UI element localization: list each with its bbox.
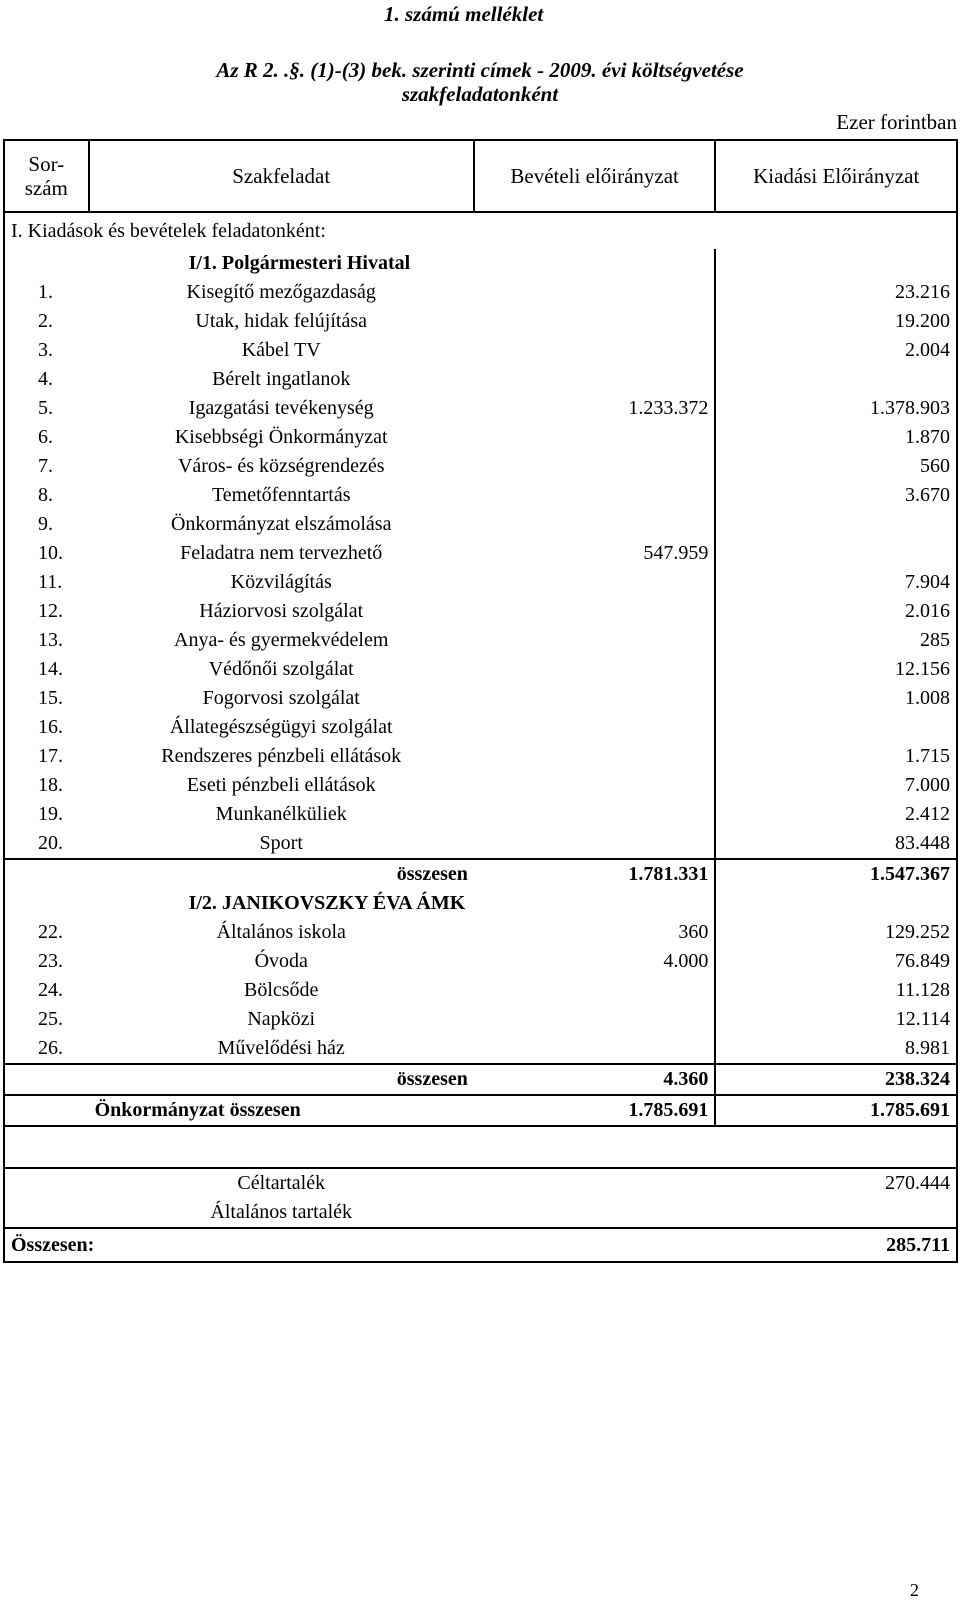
task-name: Védőnői szolgálat xyxy=(208,658,354,680)
row-number: 16. xyxy=(4,713,89,742)
subtotal-expense: 1.547.367 xyxy=(715,859,957,889)
annex-title: 1. számú melléklet xyxy=(384,2,544,26)
row-number: 11. xyxy=(4,568,89,597)
row-number: 8. xyxy=(4,481,89,510)
task-name: Művelődési ház xyxy=(217,1037,345,1059)
subtotal-label: összesen xyxy=(89,1064,474,1095)
row-number: 26. xyxy=(4,1034,89,1064)
expense-value: 1.378.903 xyxy=(715,394,957,423)
revenue-value xyxy=(474,452,716,481)
table-row xyxy=(4,976,957,1005)
row-number: 5. xyxy=(4,394,89,423)
task-name: Sport xyxy=(259,832,303,854)
grand-total-expense: 285.711 xyxy=(715,1228,957,1262)
expense-value xyxy=(715,713,957,742)
subtotal-row xyxy=(4,859,957,889)
row-number: 2. xyxy=(4,307,89,336)
reserve-spacer xyxy=(4,1198,89,1228)
revenue-value: 547.959 xyxy=(643,542,709,564)
revenue-value xyxy=(474,365,716,394)
table-row xyxy=(4,829,957,859)
group-title: I/1. Polgármesteri Hivatal xyxy=(188,252,411,274)
task-name: Rendszeres pénzbeli ellátások xyxy=(161,745,402,767)
expense-value: 1.870 xyxy=(715,423,957,452)
task-name: Közvilágítás xyxy=(230,571,332,593)
revenue-value xyxy=(474,568,716,597)
revenue-value xyxy=(474,742,716,771)
task-name: Általános iskola xyxy=(216,921,346,943)
budget-table xyxy=(3,139,958,1263)
expense-value: 2.412 xyxy=(715,800,957,829)
expense-value xyxy=(715,365,957,394)
reserve-label: Általános tartalék xyxy=(210,1201,353,1223)
expense-value: 76.849 xyxy=(715,947,957,976)
table-row xyxy=(4,684,957,713)
expense-value: 129.252 xyxy=(715,918,957,947)
group-spacer-exp xyxy=(715,249,957,278)
table-row xyxy=(4,336,957,365)
group-spacer xyxy=(4,889,89,918)
row-number: 7. xyxy=(4,452,89,481)
expense-value: 23.216 xyxy=(715,278,957,307)
grand-total-row xyxy=(4,1228,957,1262)
reserve-row xyxy=(4,1198,957,1228)
row-number: 20. xyxy=(4,829,89,859)
expense-value: 12.114 xyxy=(715,1005,957,1034)
expense-value: 560 xyxy=(715,452,957,481)
revenue-value: 4.000 xyxy=(663,950,709,972)
reserve-expense: 270.444 xyxy=(715,1168,957,1198)
row-number: 14. xyxy=(4,655,89,684)
header-kiadasi: Kiadási Előirányzat xyxy=(715,140,957,212)
revenue-value xyxy=(474,655,716,684)
row-number: 12. xyxy=(4,597,89,626)
expense-value: 1.008 xyxy=(715,684,957,713)
gap-row xyxy=(4,1126,957,1168)
expense-value: 12.156 xyxy=(715,655,957,684)
table-row xyxy=(4,510,957,539)
row-number: 1. xyxy=(4,278,89,307)
task-name: Kábel TV xyxy=(241,339,321,361)
revenue-value xyxy=(474,278,716,307)
group-spacer-exp xyxy=(715,889,957,918)
expense-value: 1.715 xyxy=(715,742,957,771)
task-name: Háziorvosi szolgálat xyxy=(199,600,364,622)
table-row xyxy=(4,481,957,510)
expense-value: 83.448 xyxy=(715,829,957,859)
revenue-value: 360 xyxy=(678,921,709,943)
header-beveteli: Bevételi előirányzat xyxy=(474,140,716,212)
revenue-value xyxy=(474,423,716,452)
group-title: I/2. JANIKOVSZKY ÉVA ÁMK xyxy=(188,892,466,914)
municipality-total-expense: 1.785.691 xyxy=(715,1095,957,1126)
row-number: 6. xyxy=(4,423,89,452)
table-row xyxy=(4,918,957,947)
municipality-total-row xyxy=(4,1095,957,1126)
task-name: Igazgatási tevékenység xyxy=(188,397,374,419)
document-subtitle: szakfeladatonként xyxy=(401,82,559,106)
task-name: Munkanélküliek xyxy=(215,803,347,825)
expense-value: 7.904 xyxy=(715,568,957,597)
table-row xyxy=(4,394,957,423)
expense-value: 2.016 xyxy=(715,597,957,626)
table-row xyxy=(4,423,957,452)
page-number: 2 xyxy=(910,1580,919,1600)
table-row xyxy=(4,568,957,597)
reserve-spacer xyxy=(4,1168,89,1198)
table-row xyxy=(4,713,957,742)
table-row xyxy=(4,278,957,307)
task-name: Temetőfenntartás xyxy=(211,484,351,506)
table-row xyxy=(4,1005,957,1034)
task-name: Kisebbségi Önkormányzat xyxy=(174,426,388,448)
group-spacer xyxy=(4,249,89,278)
group-title-row xyxy=(4,249,957,278)
revenue-value xyxy=(474,481,716,510)
revenue-value xyxy=(474,684,716,713)
row-number: 15. xyxy=(4,684,89,713)
revenue-value xyxy=(474,771,716,800)
table-row xyxy=(4,771,957,800)
reserve-row xyxy=(4,1168,957,1198)
reserve-rev xyxy=(474,1198,716,1228)
expense-value: 2.004 xyxy=(715,336,957,365)
expense-value: 11.128 xyxy=(715,976,957,1005)
row-number: 18. xyxy=(4,771,89,800)
expense-value xyxy=(715,539,957,568)
revenue-value xyxy=(474,1034,716,1064)
row-number: 25. xyxy=(4,1005,89,1034)
revenue-value xyxy=(474,1005,716,1034)
task-name: Bölcsőde xyxy=(244,979,319,1001)
revenue-value xyxy=(474,626,716,655)
task-name: Kisegítő mezőgazdaság xyxy=(186,281,376,303)
revenue-value: 1.233.372 xyxy=(628,397,709,419)
task-name: Állategészségügyi szolgálat xyxy=(169,716,393,738)
gap-cell xyxy=(4,1126,957,1168)
header-sorszam: Sor-szám xyxy=(4,140,89,212)
revenue-value xyxy=(474,800,716,829)
revenue-value xyxy=(474,597,716,626)
subtotal-revenue: 4.360 xyxy=(474,1064,716,1095)
task-name: Önkormányzat elszámolása xyxy=(170,513,392,535)
table-row xyxy=(4,597,957,626)
revenue-value xyxy=(474,976,716,1005)
municipality-total-revenue: 1.785.691 xyxy=(474,1095,716,1126)
expense-value: 3.670 xyxy=(715,481,957,510)
task-name: Utak, hidak felújítása xyxy=(195,310,368,332)
grand-total-label: Összesen: xyxy=(4,1228,715,1262)
header-szakfeladat: Szakfeladat xyxy=(89,140,474,212)
task-name: Napközi xyxy=(247,1008,316,1030)
row-number: 10. xyxy=(4,539,89,568)
task-name: Feladatra nem tervezhető xyxy=(180,542,383,564)
task-name: Anya- és gyermekvédelem xyxy=(174,629,389,651)
row-number: 17. xyxy=(4,742,89,771)
row-number: 13. xyxy=(4,626,89,655)
table-row xyxy=(4,1034,957,1064)
row-number: 22. xyxy=(4,918,89,947)
row-number: 3. xyxy=(4,336,89,365)
document-title: Az R 2. .§. (1)-(3) bek. szerinti címek - 2009. évi költségvetése xyxy=(216,58,744,82)
reserve-label: Céltartalék xyxy=(89,1168,474,1198)
table-row xyxy=(4,626,957,655)
subtotal-expense: 238.324 xyxy=(715,1064,957,1095)
expense-value: 7.000 xyxy=(715,771,957,800)
row-number: 24. xyxy=(4,976,89,1005)
header-row xyxy=(4,140,957,212)
subtotal-spacer xyxy=(4,1064,89,1095)
row-number: 23. xyxy=(4,947,89,976)
table-row xyxy=(4,800,957,829)
subtotal-label: összesen xyxy=(89,859,474,889)
task-name: Eseti pénzbeli ellátások xyxy=(186,774,376,796)
section-title: I. Kiadások és bevételek feladatonként: xyxy=(4,212,957,249)
table-row xyxy=(4,655,957,684)
revenue-value xyxy=(474,336,716,365)
subtotal-row xyxy=(4,1064,957,1095)
reserve-rev xyxy=(474,1168,716,1198)
row-number: 4. xyxy=(4,365,89,394)
subtotal-revenue: 1.781.331 xyxy=(474,859,716,889)
task-name: Bérelt ingatlanok xyxy=(212,368,351,390)
revenue-value xyxy=(474,713,716,742)
row-number: 9. xyxy=(4,510,89,539)
expense-value xyxy=(715,510,957,539)
subtotal-spacer xyxy=(4,859,89,889)
row-number: 19. xyxy=(4,800,89,829)
municipality-total-label: Önkormányzat összesen xyxy=(89,1095,474,1126)
revenue-value xyxy=(474,829,716,859)
task-name: Fogorvosi szolgálat xyxy=(202,687,360,709)
expense-value: 285 xyxy=(715,626,957,655)
currency-unit: Ezer forintban xyxy=(836,110,957,134)
mt-spacer xyxy=(4,1095,89,1126)
section-row xyxy=(4,212,957,249)
table-row xyxy=(4,742,957,771)
table-row xyxy=(4,307,957,336)
reserve-expense xyxy=(715,1198,957,1228)
task-name: Óvoda xyxy=(254,950,308,972)
task-name: Város- és községrendezés xyxy=(177,455,385,477)
table-row xyxy=(4,947,957,976)
table-row xyxy=(4,365,957,394)
group-title-row xyxy=(4,889,957,918)
revenue-value xyxy=(474,510,716,539)
table-row xyxy=(4,539,957,568)
expense-value: 19.200 xyxy=(715,307,957,336)
revenue-value xyxy=(474,307,716,336)
expense-value: 8.981 xyxy=(715,1034,957,1064)
table-row xyxy=(4,452,957,481)
